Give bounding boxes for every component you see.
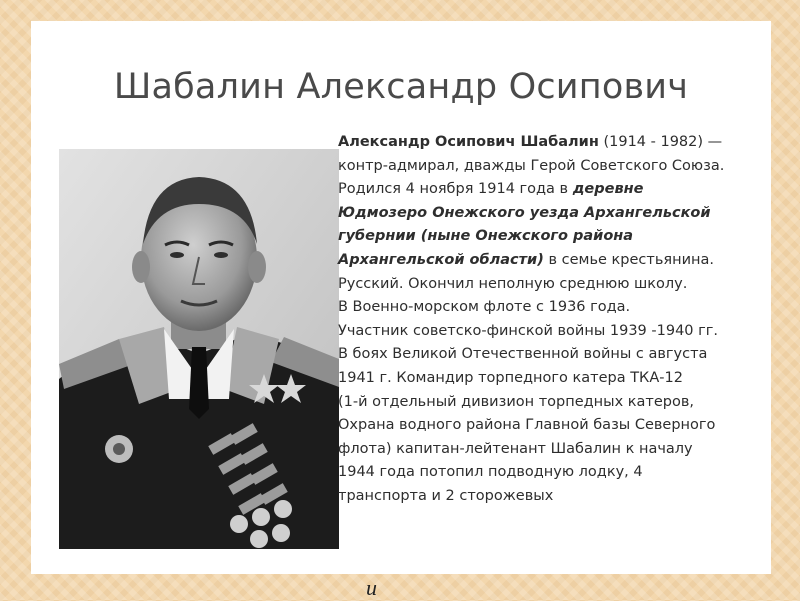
bio-line <box>338 178 768 202</box>
bio-text-segment: 1944 года потопил подводную лодку, 4 <box>338 464 643 481</box>
biography-text <box>338 131 768 509</box>
bio-text-segment: деревне <box>572 181 644 198</box>
bio-text-segment: 1941 г. Командир торпедного катера ТКА-12 <box>338 369 683 386</box>
slide <box>31 21 771 574</box>
bio-text-segment: губернии (ныне Онежского района <box>338 228 634 245</box>
bio-line <box>338 225 768 249</box>
bio-line <box>338 296 768 320</box>
bio-line <box>338 131 768 155</box>
bio-text-segment: Охрана водного района Главной базы Северного <box>338 417 716 434</box>
bio-text-segment: в семье крестьянина. <box>543 251 714 268</box>
bio-text-segment: В боях Великой Отечественной войны с августа <box>338 346 708 363</box>
bio-text-segment: Родился 4 ноября 1914 года в <box>338 181 573 198</box>
bio-text-segment: (1-й отдельный дивизион торпедных катеров, <box>338 393 695 410</box>
bio-text-segment: Архангельской области) <box>338 251 544 268</box>
bio-line <box>338 343 768 367</box>
bio-line <box>338 485 768 509</box>
footnote-letter: и <box>366 575 377 600</box>
bio-text-segment: Русский. Окончил неполную среднюю школу. <box>338 275 688 292</box>
bio-text-segment: контр-адмирал, дважды Герой Советского Союза. <box>338 157 725 174</box>
bio-text-segment: Участник советско-финской войны 1939 -1940 гг. <box>338 322 718 339</box>
bio-line <box>338 155 768 179</box>
bio-line <box>338 391 768 415</box>
bio-line <box>338 438 768 462</box>
bio-line <box>338 320 768 344</box>
bio-text-segment: (1914 - 1982) — <box>598 134 723 150</box>
bio-line <box>338 414 768 438</box>
bio-text-segment: Александр Осипович Шабалин <box>338 134 599 150</box>
bio-text-segment: транспорта и 2 сторожевых <box>338 487 554 504</box>
bio-line <box>338 202 768 226</box>
bio-line <box>338 273 768 297</box>
bio-text-segment: В Военно-морском флоте с 1936 года. <box>338 299 631 316</box>
slide-title: Шабалин Александр Осипович <box>113 67 689 107</box>
bio-line <box>338 461 768 485</box>
bio-line <box>338 249 768 273</box>
bio-text-segment: Юдмозеро Онежского уезда Архангельской <box>338 204 711 221</box>
bio-text-segment: флота) капитан-лейтенант Шабалин к началу <box>338 440 693 457</box>
bio-line <box>338 367 768 391</box>
portrait-photo <box>59 149 339 549</box>
